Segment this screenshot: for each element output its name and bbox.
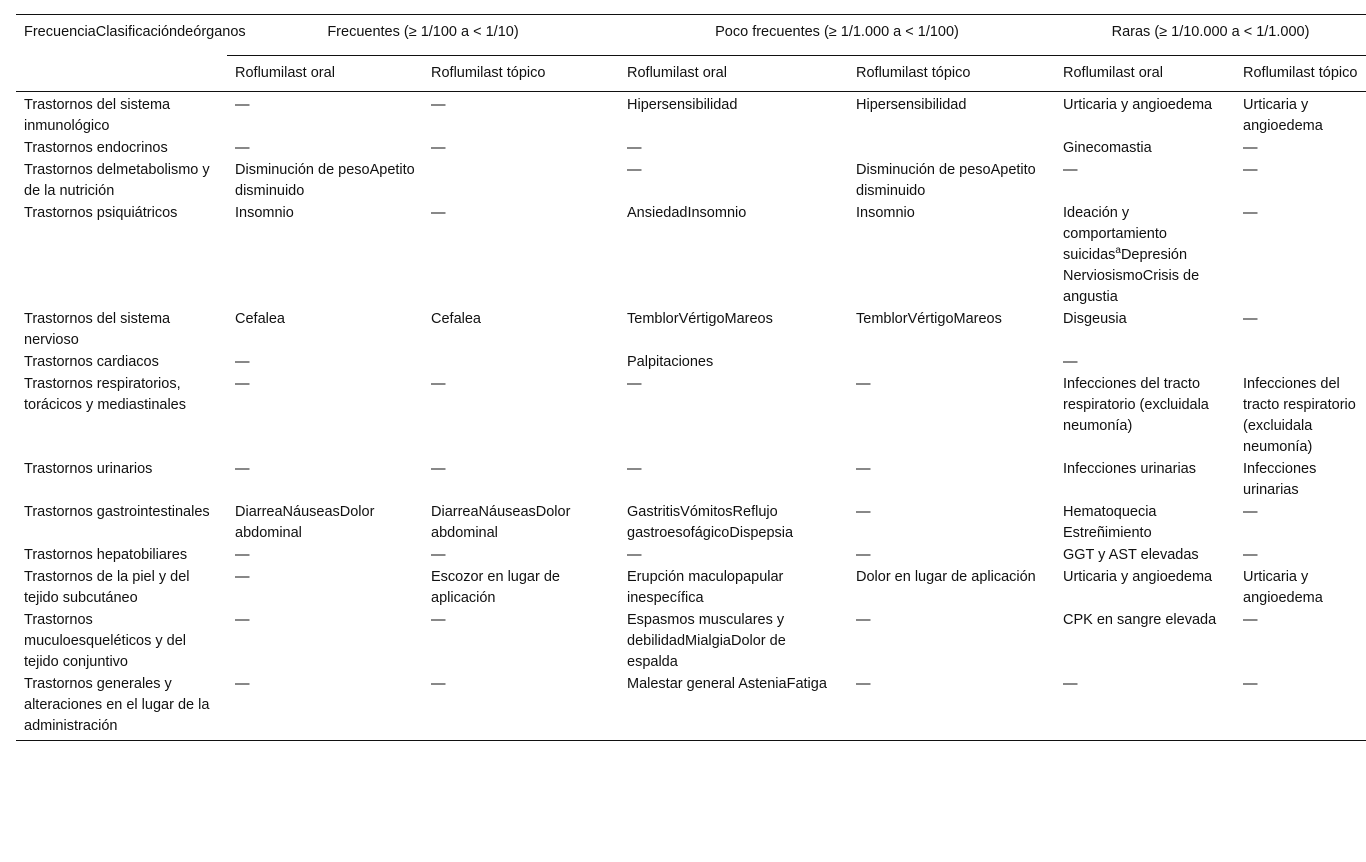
table-cell: —: [431, 376, 446, 392]
table-cell: —: [431, 461, 446, 477]
subcol-header: Roflumilast oral: [235, 65, 335, 81]
table-cell: GGT y AST elevadas: [1063, 547, 1199, 563]
table-cell: Hipersensibilidad: [856, 97, 967, 113]
table-cell: —: [627, 140, 642, 156]
group-header-raras: Raras (≥ 1/10.000 a < 1/1.000): [1055, 15, 1366, 56]
table-cell: —: [856, 676, 871, 692]
table-cell: TemblorVértigoMareos: [856, 311, 1002, 327]
table-cell: GastritisVómitosReflujo gastroesofágicoDispepsia: [627, 504, 794, 541]
table-cell: —: [1243, 612, 1258, 628]
table-row: [16, 567, 1366, 610]
table-row: [16, 92, 1366, 139]
table-cell: Insomnio: [856, 205, 915, 221]
table-cell: —: [856, 376, 871, 392]
table-cell: —: [1243, 676, 1258, 692]
organ-class-cell: Trastornos gastrointestinales: [24, 504, 210, 520]
table-cell: —: [1243, 311, 1258, 327]
table-cell: —: [1063, 354, 1078, 370]
organ-class-cell: Trastornos del sistema nervioso: [24, 311, 171, 348]
table-cell: —: [1243, 547, 1258, 563]
table-cell: —: [627, 461, 642, 477]
organ-class-cell: Trastornos cardiacos: [24, 354, 159, 370]
table-cell: Cefalea: [235, 311, 285, 327]
table-cell: —: [856, 504, 871, 520]
table-cell: —: [1063, 162, 1078, 178]
table-cell: —: [431, 97, 446, 113]
table-cell: [848, 138, 1055, 160]
footnote-marker: a: [1115, 245, 1121, 257]
table-cell: —: [431, 205, 446, 221]
table-row: [16, 374, 1366, 459]
corner-header: FrecuenciaClasificacióndeórganos: [24, 24, 246, 40]
table-row: [16, 138, 1366, 160]
organ-class-cell: Trastornos respiratorios, torácicos y mediastinales: [24, 376, 186, 413]
cell-text-continued: Depresión NerviosismoCrisis de angustia: [1063, 247, 1200, 305]
table-cell-with-footnote: [1055, 203, 1235, 309]
table-row: [16, 203, 1366, 309]
table-cell: —: [431, 612, 446, 628]
table-cell: —: [856, 547, 871, 563]
table-cell: Dolor en lugar de aplicación: [856, 569, 1036, 585]
subcol-header: Roflumilast oral: [1063, 65, 1163, 81]
table-cell: —: [235, 676, 250, 692]
table-cell: Hipersensibilidad: [627, 97, 738, 113]
table-cell: —: [235, 612, 250, 628]
table-cell: —: [856, 612, 871, 628]
group-header-poco-frecuentes: Poco frecuentes (≥ 1/1.000 a < 1/100): [619, 15, 1055, 56]
organ-class-cell: Trastornos hepatobiliares: [24, 547, 188, 563]
table-cell: Urticaria y angioedema: [1063, 569, 1213, 585]
organ-class-cell: Trastornos endocrinos: [24, 140, 168, 156]
table-row: [16, 674, 1366, 741]
table-cell: Urticaria y angioedema: [1243, 97, 1323, 134]
table-cell: —: [1243, 162, 1258, 178]
table-cell: Palpitaciones: [627, 354, 714, 370]
table-cell: —: [627, 547, 642, 563]
table-cell: —: [1063, 676, 1078, 692]
table-cell: [423, 160, 619, 203]
table-row: [16, 352, 1366, 374]
subcol-header: Roflumilast oral: [627, 65, 727, 81]
table-cell: CPK en sangre elevada: [1063, 612, 1217, 628]
table-cell: —: [1243, 504, 1258, 520]
table-cell: [1235, 352, 1366, 374]
table-cell: Infecciones urinarias: [1243, 461, 1317, 498]
table-row: [16, 502, 1366, 545]
table-cell: Escozor en lugar de aplicación: [431, 569, 560, 606]
table-cell: [423, 352, 619, 374]
table-cell: Insomnio: [235, 205, 294, 221]
table-cell: —: [235, 354, 250, 370]
table-cell: —: [1243, 205, 1258, 221]
table-cell: DiarreaNáuseasDolor abdominal: [431, 504, 571, 541]
table-cell: AnsiedadInsomnio: [627, 205, 747, 221]
adverse-reactions-table-container: [16, 14, 1366, 741]
table-cell: Espasmos musculares y debilidadMialgiaDolor de espalda: [627, 612, 786, 670]
table-cell: Hematoquecia Estreñimiento: [1063, 504, 1157, 541]
subcol-header: Roflumilast tópico: [1243, 65, 1358, 81]
table-row: [16, 309, 1366, 352]
organ-class-cell: Trastornos delmetabolismo y de la nutrición: [24, 162, 210, 199]
table-row: [16, 545, 1366, 567]
table-cell: —: [235, 97, 250, 113]
organ-class-cell: Trastornos del sistema inmunológico: [24, 97, 171, 134]
table-cell: Infecciones del tracto respiratorio (excluidala neumonía): [1063, 376, 1209, 434]
table-cell: —: [235, 140, 250, 156]
table-cell: Disminución de pesoApetito disminuido: [235, 162, 415, 199]
cell-text: Ideación y comportamiento suicidas: [1063, 205, 1167, 263]
table-cell: DiarreaNáuseasDolor abdominal: [235, 504, 375, 541]
header-row-groups: [16, 15, 1366, 56]
table-cell: Malestar general AsteniaFatiga: [627, 676, 827, 692]
table-cell: Disgeusia: [1063, 311, 1127, 327]
table-cell: Ginecomastia: [1063, 140, 1152, 156]
organ-class-cell: Trastornos psiquiátricos: [24, 205, 178, 221]
table-row: [16, 459, 1366, 502]
table-cell: —: [1243, 140, 1258, 156]
organ-class-cell: Trastornos urinarios: [24, 461, 153, 477]
group-header-frecuentes: Frecuentes (≥ 1/100 a < 1/10): [227, 15, 619, 56]
table-cell: —: [235, 569, 250, 585]
table-cell: —: [431, 547, 446, 563]
table-cell: Infecciones urinarias: [1063, 461, 1196, 477]
table-cell: Cefalea: [431, 311, 481, 327]
organ-class-cell: Trastornos muculoesqueléticos y del tejido conjuntivo: [24, 612, 187, 670]
table-cell: Disminución de pesoApetito disminuido: [856, 162, 1036, 199]
table-cell: —: [627, 376, 642, 392]
table-cell: —: [856, 461, 871, 477]
table-cell: Urticaria y angioedema: [1243, 569, 1323, 606]
table-cell: —: [431, 140, 446, 156]
table-cell: —: [431, 676, 446, 692]
subcol-header: Roflumilast tópico: [431, 65, 546, 81]
organ-class-cell: Trastornos de la piel y del tejido subcutáneo: [24, 569, 190, 606]
table-row: [16, 160, 1366, 203]
table-cell: —: [235, 461, 250, 477]
table-cell: Erupción maculopapular inespecífica: [627, 569, 784, 606]
table-row: [16, 610, 1366, 674]
table-cell: —: [235, 376, 250, 392]
table-cell: Urticaria y angioedema: [1063, 97, 1213, 113]
adverse-reactions-table: [16, 14, 1366, 741]
subcol-header: Roflumilast tópico: [856, 65, 971, 81]
table-cell: Infecciones del tracto respiratorio (excluidala neumonía): [1243, 376, 1356, 455]
organ-class-cell: Trastornos generales y alteraciones en el lugar de la administración: [24, 676, 210, 734]
table-cell: TemblorVértigoMareos: [627, 311, 773, 327]
table-cell: [848, 352, 1055, 374]
table-cell: —: [627, 162, 642, 178]
table-cell: —: [235, 547, 250, 563]
